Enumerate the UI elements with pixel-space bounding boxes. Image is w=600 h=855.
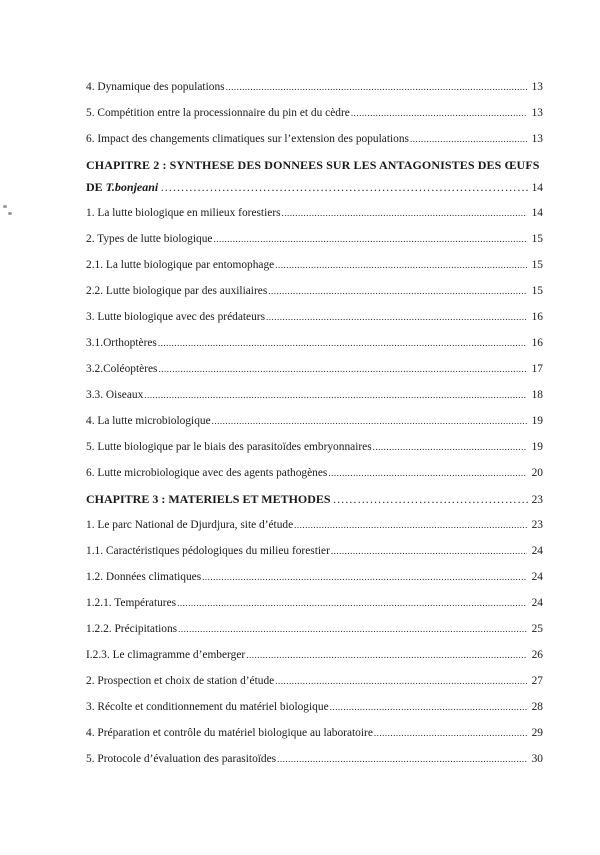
dot-leader — [214, 231, 528, 247]
chapter-2-species-name: T.bonjeani — [105, 180, 159, 194]
table-of-contents — [86, 79, 543, 777]
toc-entry — [86, 231, 543, 257]
toc-entry — [86, 387, 543, 413]
toc-entry — [86, 465, 543, 491]
chapter-3-title: CHAPITRE 3 : MATERIELS ET METHODES — [86, 492, 331, 506]
dot-leader — [160, 179, 529, 195]
toc-entry-page-number: 16 — [531, 337, 543, 349]
toc-entry-label: 3. Récolte et conditionnement du matériel biologique — [86, 701, 329, 713]
toc-entry-label: 3.2.Coléoptères — [86, 363, 158, 375]
toc-entry-label: 1.2. Données climatiques — [86, 571, 202, 583]
toc-entry-label: 1.2.1. Températures — [86, 597, 177, 609]
toc-entry — [86, 257, 543, 283]
toc-entry-page-number: 28 — [531, 701, 543, 713]
dot-leader — [144, 387, 527, 403]
toc-entry — [86, 105, 543, 131]
dot-leader — [410, 131, 527, 147]
toc-entry-label: 1.1. Caractéristiques pédologiques du milieu forestier — [86, 545, 330, 557]
toc-entry — [86, 595, 543, 621]
toc-entry-label: 2. Prospection et choix de station d’étude — [86, 675, 275, 687]
toc-entry-page-number: 13 — [531, 107, 543, 119]
toc-group-chapter3 — [86, 517, 543, 777]
toc-entry-label: 3.3. Oiseaux — [86, 389, 144, 401]
toc-entry-label: 6. Lutte microbiologique avec des agents pathogènes — [86, 467, 328, 479]
toc-entry-label: I.2.3. Le climagramme d’emberger — [86, 649, 246, 661]
toc-entry — [86, 205, 543, 231]
toc-entry — [86, 673, 543, 699]
toc-entry-page-number: 23 — [531, 519, 543, 531]
toc-entry — [86, 283, 543, 309]
toc-entry-page-number: 13 — [531, 133, 543, 145]
toc-entry — [86, 621, 543, 647]
toc-entry-label: 3.1.Orthoptères — [86, 337, 157, 349]
dot-leader — [328, 465, 527, 481]
toc-entry-label: 2.1. La lutte biologique par entomophage — [86, 259, 275, 271]
toc-entry — [86, 79, 543, 105]
toc-entry — [86, 131, 543, 157]
toc-entry-label: 2.2. Lutte biologique par des auxiliaires — [86, 285, 268, 297]
toc-entry-page-number: 18 — [531, 389, 543, 401]
toc-entry — [86, 699, 543, 725]
chapter-2-heading — [86, 157, 543, 205]
dot-leader — [333, 491, 530, 507]
chapter-2-title-line2 — [86, 179, 543, 205]
dot-leader — [330, 699, 527, 715]
chapter-3-heading — [86, 491, 543, 517]
toc-entry-label: 4. La lutte microbiologique — [86, 415, 211, 427]
toc-entry-page-number: 15 — [531, 285, 543, 297]
toc-entry — [86, 543, 543, 569]
toc-entry-page-number: 16 — [531, 311, 543, 323]
dot-leader — [374, 725, 527, 741]
dot-leader — [294, 517, 527, 533]
toc-entry-page-number: 19 — [531, 441, 543, 453]
dot-leader — [202, 569, 527, 585]
dot-leader — [373, 439, 527, 455]
dot-leader — [159, 361, 528, 377]
dot-leader — [212, 413, 527, 429]
toc-entry-page-number: 25 — [531, 623, 543, 635]
toc-entry-page-number: 29 — [531, 727, 543, 739]
toc-entry-label: 5. Lutte biologique par le biais des parasitoïdes embryonnaires — [86, 441, 372, 453]
toc-entry-label: 1. La lutte biologique en milieux forestiers — [86, 207, 281, 219]
dot-leader — [266, 309, 527, 325]
toc-entry-label: 1. Le parc National de Djurdjura, site d’étude — [86, 519, 294, 531]
toc-entry-page-number: 20 — [531, 467, 543, 479]
toc-entry — [86, 647, 543, 673]
toc-entry — [86, 309, 543, 335]
toc-entry-label: 6. Impact des changements climatiques sur l’extension des populations — [86, 133, 409, 145]
dot-leader — [158, 335, 527, 351]
toc-entry-label: 2. Types de lutte biologique — [86, 233, 213, 245]
scan-speck — [3, 205, 7, 208]
toc-entry-page-number: 26 — [531, 649, 543, 661]
toc-entry — [86, 569, 543, 595]
toc-entry — [86, 335, 543, 361]
chapter-2-page-number: 14 — [531, 182, 543, 194]
toc-entry-page-number: 15 — [531, 233, 543, 245]
dot-leader — [282, 205, 527, 221]
dot-leader — [275, 257, 527, 273]
chapter-3-page-number: 23 — [531, 494, 543, 506]
toc-entry — [86, 439, 543, 465]
dot-leader — [246, 647, 527, 663]
toc-entry-label: 5. Protocole d’évaluation des parasitoïdes — [86, 753, 277, 765]
toc-entry — [86, 361, 543, 387]
dot-leader — [178, 621, 527, 637]
dot-leader — [277, 751, 527, 767]
toc-entry-page-number: 24 — [531, 545, 543, 557]
toc-entry-page-number: 24 — [531, 571, 543, 583]
toc-entry — [86, 751, 543, 777]
scan-speck — [8, 212, 12, 215]
dot-leader — [226, 79, 527, 95]
dot-leader — [275, 673, 527, 689]
toc-entry-label: 5. Compétition entre la processionnaire du pin et du cèdre — [86, 107, 350, 119]
toc-entry — [86, 413, 543, 439]
toc-entry — [86, 725, 543, 751]
toc-entry-label: 1.2.2. Précipitations — [86, 623, 178, 635]
toc-entry — [86, 517, 543, 543]
dot-leader — [331, 543, 527, 559]
toc-entry-page-number: 15 — [531, 259, 543, 271]
dot-leader — [268, 283, 527, 299]
chapter-2-title-line1: CHAPITRE 2 : SYNTHESE DES DONNEES SUR LES ANTAGONISTES DES ŒUFS — [86, 158, 540, 172]
toc-entry-page-number: 17 — [531, 363, 543, 375]
toc-entry-page-number: 27 — [531, 675, 543, 687]
toc-entry-label: 4. Préparation et contrôle du matériel biologique au laboratoire — [86, 727, 373, 739]
toc-entry-label: 4. Dynamique des populations — [86, 81, 225, 93]
toc-entry-page-number: 30 — [531, 753, 543, 765]
toc-entry-page-number: 24 — [531, 597, 543, 609]
toc-group-chapter2 — [86, 205, 543, 491]
toc-entry-label: 3. Lutte biologique avec des prédateurs — [86, 311, 266, 323]
toc-entry-page-number: 19 — [531, 415, 543, 427]
dot-leader — [351, 105, 527, 121]
dot-leader — [177, 595, 527, 611]
chapter-2-title-prefix: DE — [86, 180, 106, 194]
toc-group-chapter1-tail — [86, 79, 543, 157]
toc-entry-page-number: 13 — [531, 81, 543, 93]
toc-entry-page-number: 14 — [531, 207, 543, 219]
